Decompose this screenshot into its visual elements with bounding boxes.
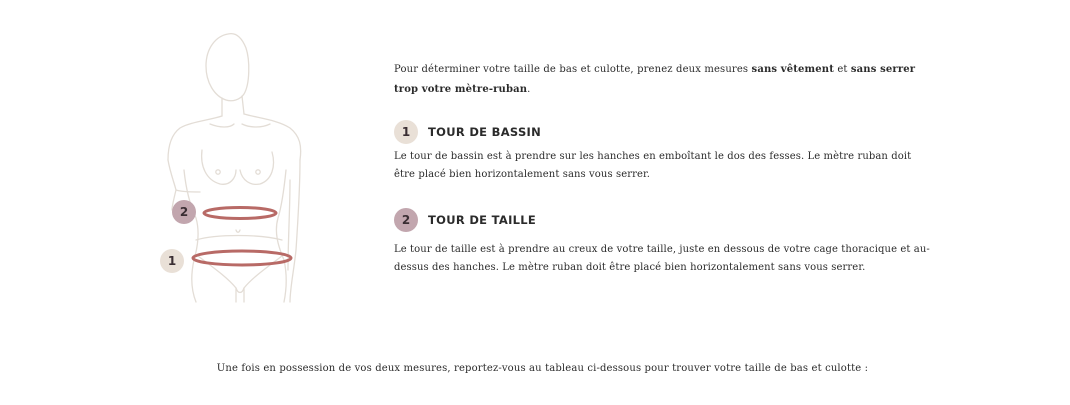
section-waist-measure xyxy=(394,208,934,277)
section-hip-description: Le tour de bassin est à prendre sur les hanches en emboîtant le dos des fesses. Le mètre ruban doit être placé bien horizontalement sans vous serrer. xyxy=(394,151,912,180)
size-table-note: Une fois en possession de vos deux mesures, reportez-vous au tableau ci-dessous pour trouver votre taille de bas et culotte : xyxy=(216,363,869,374)
hip-number-badge: 1 xyxy=(160,249,184,273)
section-waist-header xyxy=(394,208,934,232)
hip-measure-line xyxy=(193,251,291,265)
intro-text-start: Pour déterminer votre taille de bas et culotte, prenez deux mesures xyxy=(394,64,752,75)
intro-emphasis-tape: sans serrer trop votre mètre-ruban xyxy=(394,64,916,95)
intro-paragraph xyxy=(394,60,934,100)
intro-text-end: . xyxy=(527,84,531,95)
section-waist-description: Le tour de taille est à prendre au creux de votre taille, juste en dessous de votre cage thoracique et au-dessus des hanches. Le mètre ruban doit être placé bien horizontalement sans vous serrer. xyxy=(394,244,930,273)
waist-measure-line xyxy=(204,208,276,219)
measurement-instructions xyxy=(394,60,934,273)
intro-emphasis-nude: sans vêtement xyxy=(751,64,834,75)
intro-text-middle: et xyxy=(833,64,851,75)
section-waist-title: TOUR DE TAILLE xyxy=(428,213,537,227)
section-waist-number: 2 xyxy=(394,208,418,232)
section-hip-measure xyxy=(394,120,934,184)
section-hip-title: TOUR DE BASSIN xyxy=(428,125,542,139)
waist-number-badge: 2 xyxy=(172,200,196,224)
section-hip-number: 1 xyxy=(394,120,418,144)
section-hip-header xyxy=(394,120,934,144)
